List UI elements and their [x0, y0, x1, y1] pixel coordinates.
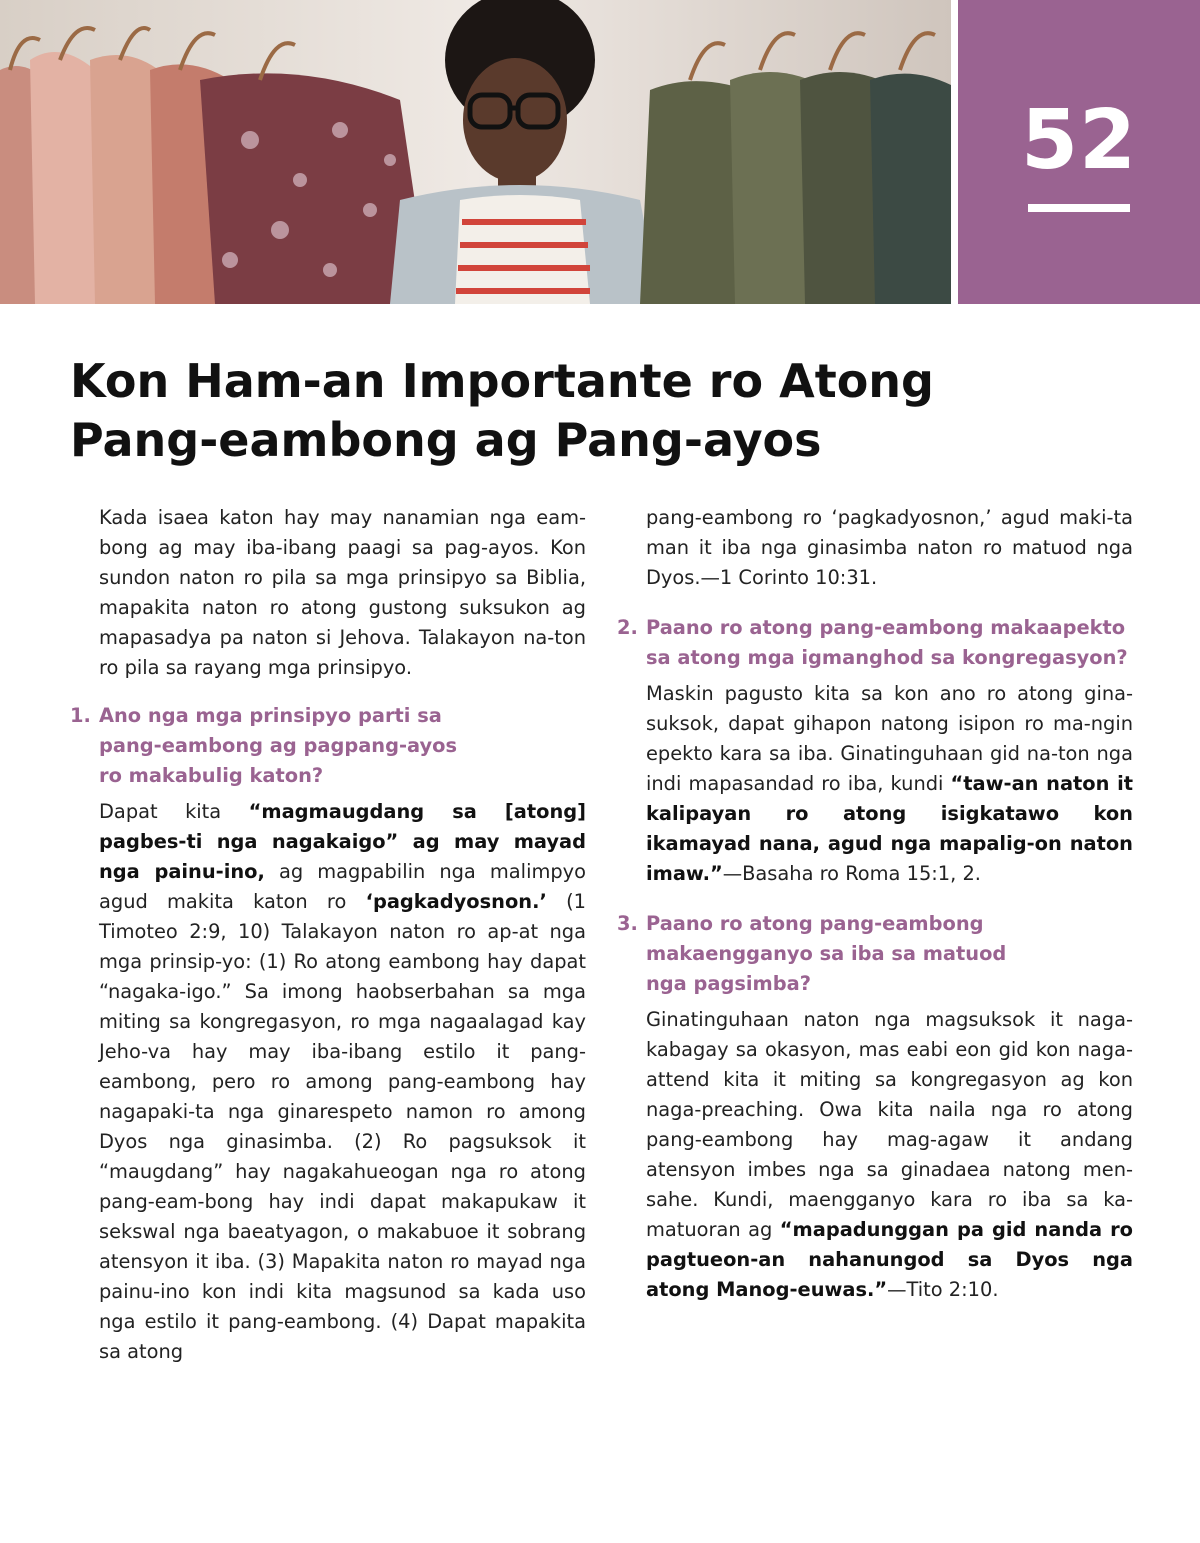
answer-1-paragraph — [70, 797, 586, 1367]
left-column — [70, 503, 586, 1367]
lesson-number-underline — [1028, 204, 1130, 212]
intro-paragraph: Kada isaea katon hay may nanamian nga eam-bong ag may iba-ibang paagi sa pag-ayos. Kon sundon naton ro pila sa mga prinsipyo sa Biblia, mapakita naton ro atong gustong suksukon ag mapasadya pa naton si Jehova. Talakayon na-ton ro pila sa rayang mga prinsipyo. — [99, 506, 586, 679]
page-title — [70, 352, 970, 470]
answer-1-bold-term: ‘pagkadyosnon.’ — [365, 890, 547, 913]
question-2-heading — [617, 613, 1133, 673]
question-1-heading — [70, 701, 586, 791]
title-line-2: Pang-eambong ag Pang-ayos — [70, 413, 822, 467]
question-3-line-2: makaengganyo sa iba sa matuod — [646, 942, 1007, 965]
answer-2-bold-quote: “taw-an naton it kalipayan ro atong isigkatawo kon ikamayad nana, agud nga mapalig-on naton imaw.” — [646, 772, 1133, 885]
title-line-1: Kon Ham-an Importante ro Atong — [70, 354, 934, 408]
answer-1-bold-quote: “magmaugdang sa [atong] pagbes-ti nga nagakaigo” ag may mayad nga painu-ino, — [99, 800, 586, 883]
answer-3-text-a: Ginatinguhaan naton nga magsuksok it naga-kabagay sa okasyon, mas eabi eon gid kon naga-attend kita it miting sa kongregasyon ag kon naga-preaching. Owa kita naila nga ro atong pang-eambong hay mag-agaw it andang atensyon imbes nga sa ginadaea natong men-sahe. Kundi, maengganyo kara ro iba sa ka-matuoran ag — [646, 1008, 1133, 1241]
question-3-line-3: nga pagsimba? — [646, 972, 811, 995]
answer-1-text-c: (1 Timoteo 2:9, 10) Talakayon naton ro ap-at nga mga prinsip-yo: (1) Ro atong eambong hay dapat “nagaka-igo.” Sa imong haobserbahan sa mga miting sa kongregasyon, ro mga nagaalagad kay Jeho-va hay may iba-ibang estilo it pang-eambong, pero ro among pang-eambong hay nagapaki-ta nga ginarespeto namon ro among Dyos nga ginasimba. (2) Ro pagsuksok it “maugdang” hay nagakahueogan nga ro atong pang-eam-bong hay indi dapat makapukaw it sekswal nga baeatyagon, o makabuoe it sobrang atensyon it iba. (3) Mapakita naton ro mayad nga painu-ino kon indi kita magsunod sa kada uso nga estilo it pang-eambong. (4) Dapat mapakita sa atong — [99, 890, 586, 1363]
answer-1-text-a: Dapat kita — [99, 800, 249, 823]
answer-3-reference: —Tito 2:10. — [887, 1278, 999, 1301]
answer-2-text-a: Maskin pagusto kita sa kon ano ro atong gina-suksok, dapat gihapon natong isipon ro ma-ngin epekto kara sa iba. Ginatinguhaan gid na-ton nga indi mapasandad ro iba, kundi — [646, 682, 1133, 795]
question-2-line-2: sa atong mga igmanghod sa kongregasyon? — [646, 646, 1128, 669]
question-2-line-1: Paano ro atong pang-eambong makaapekto — [646, 616, 1126, 639]
question-3-line-1: Paano ro atong pang-eambong — [646, 912, 984, 935]
right-column — [617, 503, 1133, 1305]
answer-1-text-b: ag magpabilin nga malimpyo agud makita katon ro — [99, 860, 586, 913]
answer-2-reference: —Basaha ro Roma 15:1, 2. — [722, 862, 981, 885]
answer-3-paragraph — [617, 1005, 1133, 1305]
question-1-line-1: Ano nga mga prinsipyo parti sa — [99, 704, 442, 727]
clothing-store-photo — [0, 0, 951, 304]
question-2-number: 2. — [617, 616, 638, 639]
question-1-number: 1. — [70, 704, 91, 727]
hero-photo — [0, 0, 951, 304]
lesson-number-box — [958, 0, 1200, 304]
lesson-number: 52 — [1020, 93, 1138, 188]
question-1-line-3: ro makabulig katon? — [99, 764, 324, 787]
question-3-number: 3. — [617, 912, 638, 935]
answer-1-continued: pang-eambong ro ‘pagkadyosnon,’ agud maki-ta man it iba nga ginasimba naton ro matuod nga Dyos.—1 Corinto 10:31. — [646, 506, 1133, 589]
answer-2-paragraph — [617, 679, 1133, 889]
question-1-line-2: pang-eambong ag pagpang-ayos — [99, 734, 458, 757]
answer-3-bold-quote: “mapadunggan pa gid nanda ro pagtueon-an nahanungod sa Dyos nga atong Manog-euwas.” — [646, 1218, 1133, 1301]
question-3-heading — [617, 909, 1133, 999]
